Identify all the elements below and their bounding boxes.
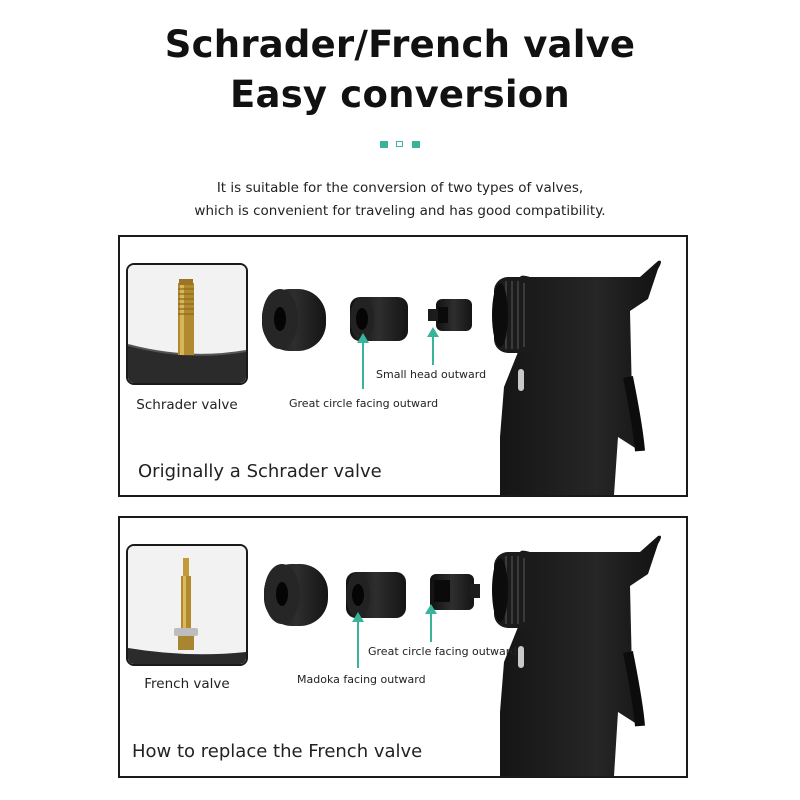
small-head-part — [430, 574, 480, 610]
dot-icon — [380, 141, 388, 148]
sleeve-part — [346, 572, 406, 618]
large-washer — [264, 564, 328, 626]
schrader-parts-diagram — [120, 237, 686, 495]
page-title-line-1: Schrader/French valve — [164, 23, 636, 66]
dot-icon — [412, 141, 420, 148]
small-head-note: Small head outward — [376, 368, 487, 381]
description-line-2: which is convenient for traveling and has good compatibility. — [194, 203, 606, 219]
decorative-dots — [380, 141, 420, 151]
madoka-note: Madoka facing outward — [297, 673, 426, 686]
arrow-small-head-icon — [427, 327, 439, 365]
french-valve-label: French valve — [144, 676, 230, 692]
schrader-valve-label: Schrader valve — [136, 397, 238, 413]
small-head-part — [428, 299, 472, 331]
arrow-madoka-icon — [352, 612, 364, 668]
large-washer — [262, 289, 326, 351]
great-circle-note: Great circle facing outward — [289, 397, 439, 410]
great-circle-note: Great circle facing outward — [368, 645, 518, 658]
pump-head — [492, 261, 661, 495]
description-line-1: It is suitable for the conversion of two types of valves, — [216, 180, 584, 196]
page-title-line-2: Easy conversion — [230, 73, 570, 116]
french-caption: How to replace the French valve — [132, 741, 423, 762]
dot-hollow-icon — [396, 141, 403, 147]
sleeve-part — [350, 297, 408, 341]
pump-head — [492, 536, 661, 776]
schrader-panel — [118, 235, 688, 497]
schrader-caption: Originally a Schrader valve — [138, 461, 382, 482]
french-panel — [118, 516, 688, 778]
arrow-great-circle-icon — [357, 333, 369, 389]
